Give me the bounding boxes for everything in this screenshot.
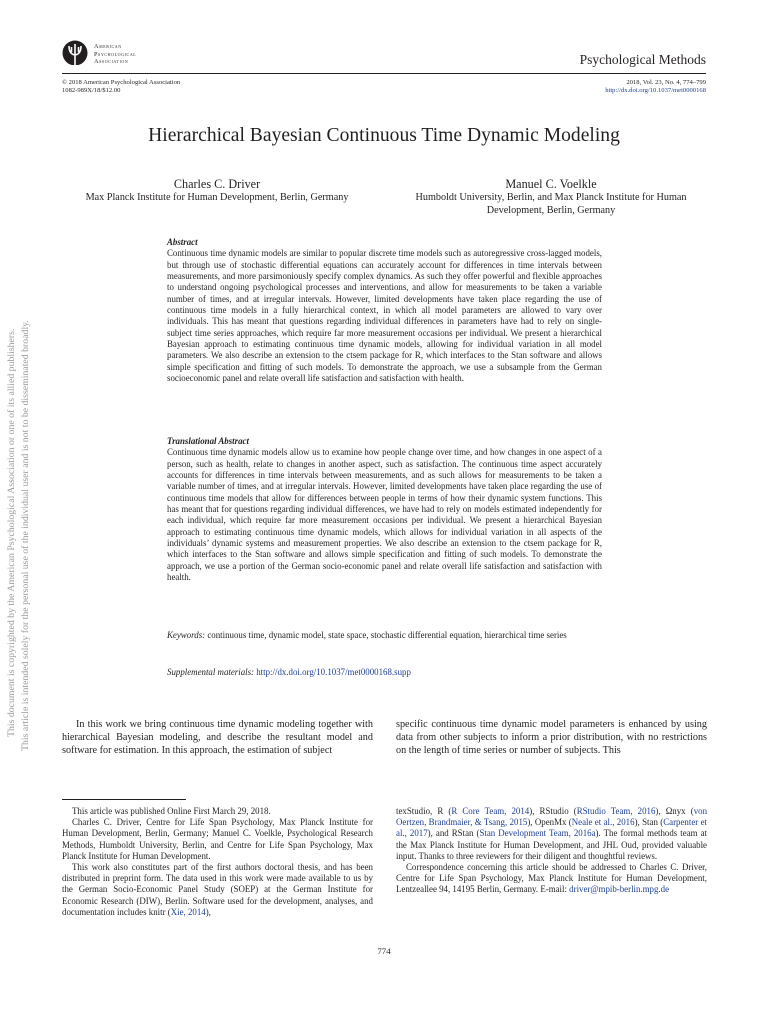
- citation-link[interactable]: von Oertzen, Brandmaier, & Tsang, 2015: [396, 806, 707, 828]
- footnote-paragraph: [396, 806, 707, 862]
- footnote-text: ). The formal methods team at the Max Planck Institute for Human Development, and JHL Oud, provided valuable input. Thanks to three reviewers for their diligent and thoughtful reviews.: [396, 828, 708, 861]
- supplemental-materials: [167, 667, 602, 678]
- abstract-text: Continuous time dynamic models are similar to popular discrete time models such as autoregressive cross-lagged models, but through use of stochastic differential equations can accurately account for differences in time intervals between measurements, and more parsimoniously specify complex dynamics. As such they offer powerful and flexible approaches to understand ongoing psychological processes and interventions, and allow for measurements to be taken a variable number of times, and at irregular intervals. However, limited developments have taken place regarding the use of continuous time models in a fully hierarchical context, in which all model parameters are allowed to vary over individuals. This has meant that questions regarding individual differences in parameters have had to rely on single-subject time series approaches, which require far more measurement occasions per individual. We present a hierarchical Bayesian approach to estimating continuous time dynamic models, allowing for individual variation in all model parameters. We also describe an extension to the ctsem package for R, which interfaces to the Stan software and allows simple specification and fitting of such models. To demonstrate the approach, we use a subsample from the German socioeconomic panel and relate overall life satisfaction and satisfaction with health.: [167, 248, 602, 384]
- translational-abstract: [167, 436, 602, 583]
- citation-block: [605, 79, 706, 96]
- citation-link[interactable]: Xie, 2014: [170, 906, 206, 917]
- correspondence-paragraph: [396, 862, 707, 896]
- keywords-text: continuous time, dynamic model, state space, stochastic differential equation, hierarchical time series: [207, 630, 567, 640]
- citation-line: 2018, Vol. 23, No. 4, 774–799: [626, 79, 706, 86]
- author-affiliation: Humboldt University, Berlin, and Max Planck Institute for Human Development, Berlin, Germany: [415, 192, 687, 216]
- author-name: Charles C. Driver: [173, 177, 261, 191]
- issn-line: 1082-989X/18/$12.00: [62, 87, 121, 95]
- body-paragraph: specific continuous time dynamic model parameters is enhanced by using data from other subjects to inform a prior distribution, with no restrictions on the length of time series or number of subjects. This: [396, 719, 707, 757]
- author-affiliation: Max Planck Institute for Human Development, Berlin, Germany: [85, 192, 349, 203]
- citation-link[interactable]: Stan Development Team, 2016a: [479, 828, 596, 839]
- page-number: 774: [377, 946, 391, 956]
- abstract-heading: Abstract: [167, 237, 198, 247]
- footnote-text: ),: [205, 906, 211, 917]
- supplemental-link[interactable]: http://dx.doi.org/10.1037/met0000168.supp: [256, 667, 411, 677]
- footnote-text: texStudio, R (: [396, 806, 452, 816]
- footnote-text: Correspondence concerning this article should be addressed to Charles C. Driver, Centre for Life Span Psychology, Max Planck Institute for Human Development, Lentzeallee 94, 14195 Berlin, Germany. E-mail:: [396, 862, 707, 895]
- publisher-line: American: [94, 43, 122, 50]
- footnote-text: ), OpenMx (: [527, 817, 572, 828]
- author-name: Manuel C. Voelkle: [505, 177, 597, 191]
- footnote-text: ), RStudio (: [529, 806, 577, 816]
- publisher-line: Association: [94, 58, 129, 66]
- copyright-block: [62, 79, 180, 96]
- usage-notice-line: This article is intended solely for the personal use of the individual user and is not to be disseminated broadly.: [20, 320, 31, 751]
- footnotes-right: [396, 806, 707, 896]
- copyright-line: © 2018 American Psychological Association: [62, 79, 181, 86]
- publisher-line: Psychological: [94, 50, 137, 58]
- email-link[interactable]: driver@mpib-berlin.mpg.de: [569, 884, 670, 895]
- copyright-notice-line: This document is copyrighted by the American Psychological Association or one of its allied publishers.: [6, 328, 17, 737]
- footnote-paragraph: This article was published Online First March 29, 2018.: [72, 806, 271, 816]
- footnotes-left: [62, 806, 373, 918]
- journal-name: Psychological Methods: [579, 52, 706, 67]
- apa-logo-icon: [62, 40, 88, 70]
- abstract: [167, 237, 602, 384]
- footnote-text: ), Stan (: [634, 817, 664, 828]
- body-paragraph: In this work we bring continuous time dynamic modeling together with hierarchical Bayesian modeling, and describe the resultant model and software for estimation. In this approach, the estimation of subject: [62, 719, 373, 757]
- footnote-text: ), Ωnyx (: [655, 806, 694, 816]
- footnote-rule: [62, 799, 186, 800]
- citation-link[interactable]: Neale et al., 2016: [571, 817, 635, 828]
- doi-link[interactable]: http://dx.doi.org/10.1037/met0000168: [605, 87, 706, 95]
- footnote-paragraph: [62, 862, 373, 918]
- footnote-text: This work also constitutes part of the first authors doctoral thesis, and has been distributed in preprint form. The data used in this work were made available to us by the German Socio-Economic Panel Study (SOEP) at the German Institute for Economic Research (DIW), Berlin. Software used for the development, analyses, and documentation includes knitr (: [62, 862, 373, 917]
- body-column-left: [62, 718, 373, 757]
- supplemental-label: Supplemental materials:: [167, 667, 255, 677]
- citation-link[interactable]: Carpenter et al., 2017: [396, 817, 707, 839]
- citation-link[interactable]: R Core Team, 2014: [451, 806, 530, 816]
- footnote-paragraph: Charles C. Driver, Centre for Life Span Psychology, Max Planck Institute for Human Development, Berlin, Germany; Manuel C. Voelkle, Psychological Research Methods, Humboldt University, Berlin, and Centre for Life Span Psychology, Max Planck Institute for Human Development.: [62, 817, 373, 861]
- keywords: [167, 630, 602, 641]
- publisher-logo-text: [94, 43, 136, 66]
- citation-link[interactable]: RStudio Team, 2016: [576, 806, 656, 816]
- translational-abstract-text: Continuous time dynamic models allow us to examine how people change over time, and how changes in one aspect of a person, such as health, relate to changes in another aspect, such as satisfaction. The continuous time aspect accurately accounts for differences in time intervals between measurements, and as such allows for measurements to be taken a variable number of times, and at irregular intervals. However, limited developments have taken place regarding the use of continuous time models that allow for differences between people in terms of how their dynamic system functions. This has meant that for questions regarding individual differences, we have had to rely on models estimated independently for each individual, which require far more measurement occasions per individual. We present a hierarchical Bayesian approach to estimating continuous time dynamic models, which allows for individual variation in all aspects of the individuals’ dynamic systems and measurement properties. We also describe an extension to the ctsem package for R, which interfaces to the Stan software and allows simple specification and fitting of such models. To demonstrate the approach, we use a portion of the German socio-economic panel and relate overall life satisfaction and satisfaction with health.: [167, 447, 602, 583]
- translational-abstract-heading: Translational Abstract: [167, 436, 249, 446]
- article-title: Hierarchical Bayesian Continuous Time Dynamic Modeling: [148, 125, 620, 146]
- body-column-right: [396, 718, 707, 757]
- footnote-text: ), and RStan (: [427, 828, 480, 839]
- keywords-label: Keywords:: [167, 630, 206, 640]
- header-rule: [62, 73, 706, 74]
